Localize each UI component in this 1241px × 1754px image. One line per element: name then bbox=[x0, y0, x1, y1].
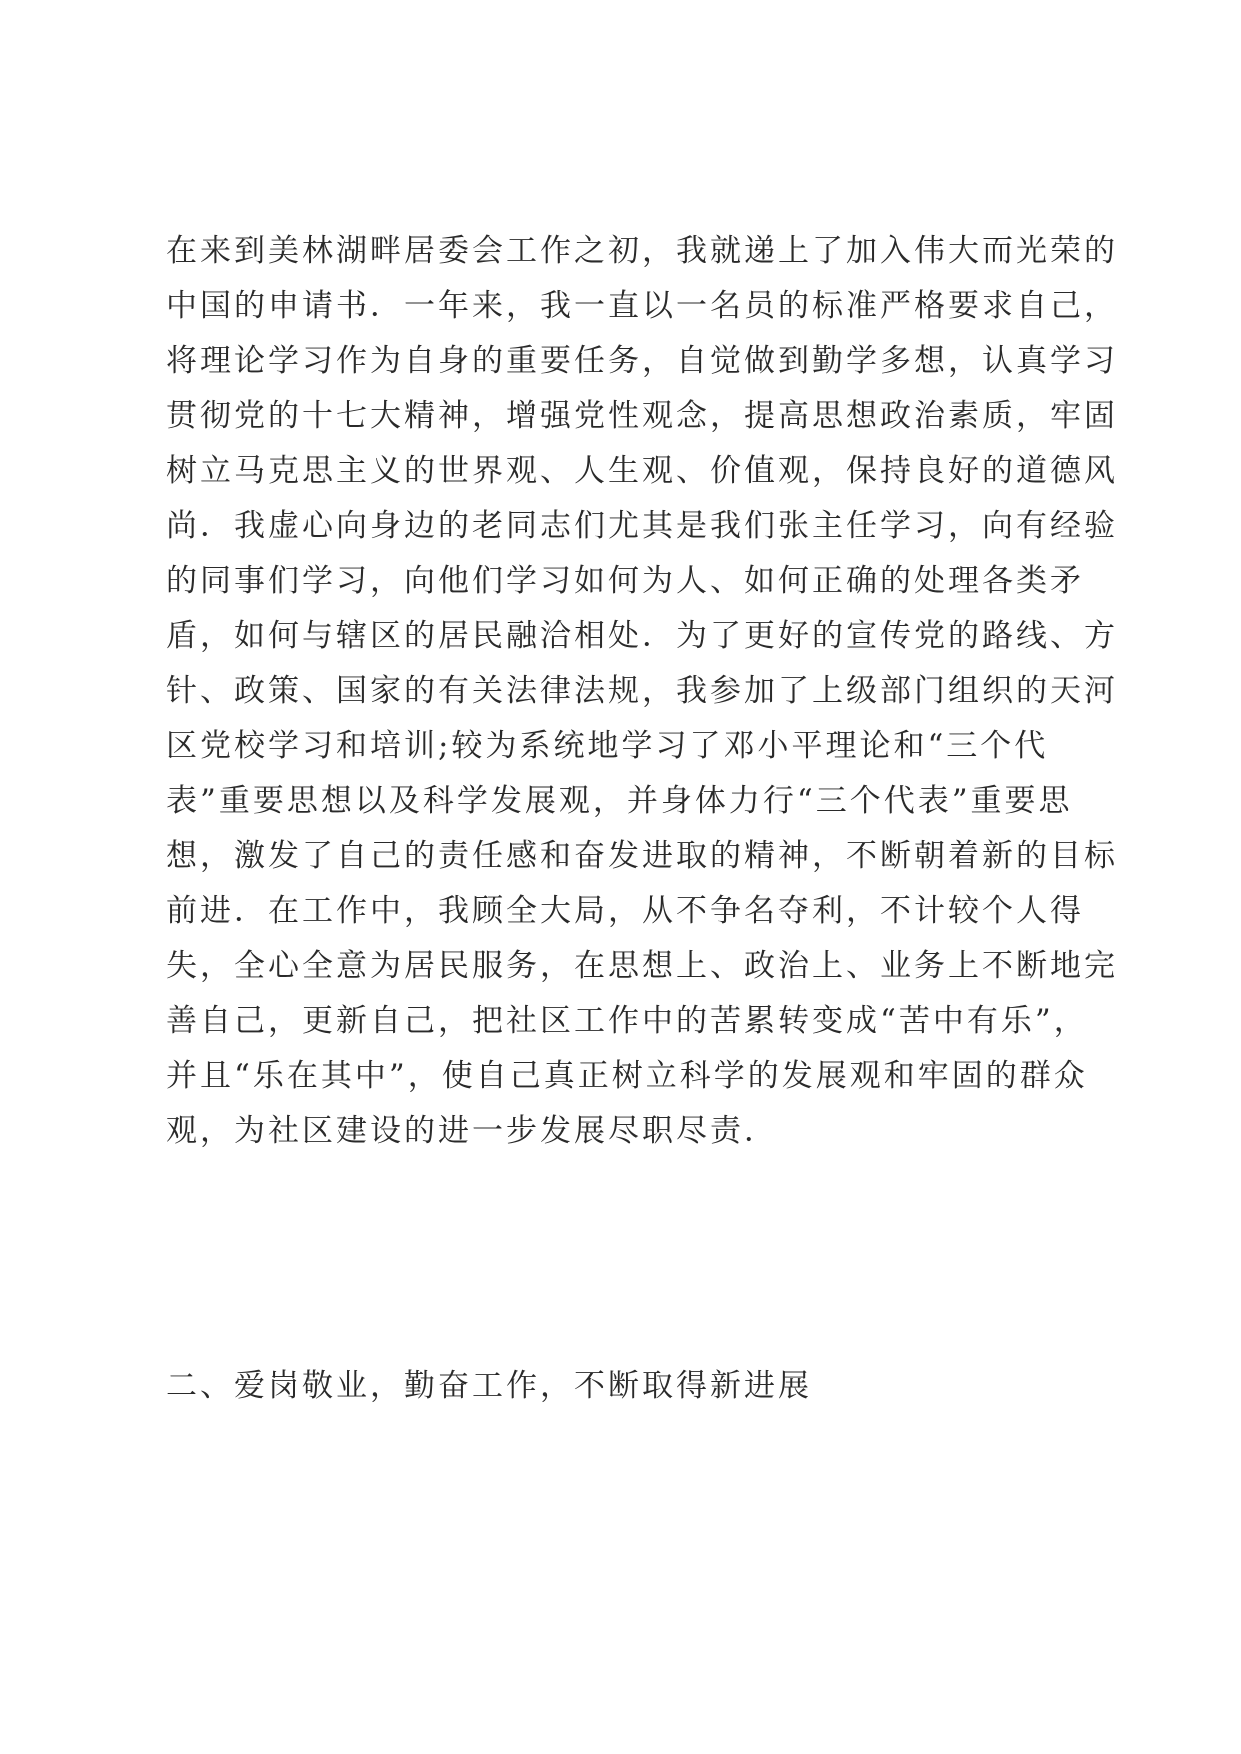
paragraph-line: 前进．在工作中，我顾全大局，从不争名夺利，不计较个人得 bbox=[166, 893, 1084, 929]
paragraph-line: 表”重要思想以及科学发展观，并身体力行“三个代表”重要思 bbox=[166, 783, 1073, 819]
section-heading: 二、爱岗敬业，勤奋工作，不断取得新进展 bbox=[166, 1368, 812, 1404]
paragraph-line: 并且“乐在其中”，使自己真正树立科学的发展观和牢固的群众 bbox=[166, 1058, 1088, 1094]
body-paragraph bbox=[166, 224, 1118, 1159]
paragraph-line: 中国的申请书．一年来，我一直以一名员的标准严格要求自己， bbox=[166, 288, 1118, 324]
paragraph-line: 盾，如何与辖区的居民融洽相处．为了更好的宣传党的路线、方 bbox=[166, 618, 1118, 654]
paragraph-line: 观，为社区建设的进一步发展尽职尽责． bbox=[166, 1113, 778, 1149]
paragraph-line: 的同事们学习，向他们学习如何为人、如何正确的处理各类矛 bbox=[166, 563, 1084, 599]
paragraph-line: 针、政策、国家的有关法律法规，我参加了上级部门组织的天河 bbox=[166, 673, 1118, 709]
paragraph-line: 尚．我虚心向身边的老同志们尤其是我们张主任学习，向有经验 bbox=[166, 508, 1118, 544]
paragraph-line: 在来到美林湖畔居委会工作之初，我就递上了加入伟大而光荣的 bbox=[166, 233, 1118, 269]
paragraph-line: 区党校学习和培训;较为系统地学习了邓小平理论和“三个代 bbox=[166, 728, 1049, 764]
paragraph-line: 树立马克思主义的世界观、人生观、价值观，保持良好的道德风 bbox=[166, 453, 1118, 489]
paragraph-line: 失，全心全意为居民服务，在思想上、政治上、业务上不断地完 bbox=[166, 948, 1118, 984]
paragraph-line: 善自己，更新自己，把社区工作中的苦累转变成“苦中有乐”， bbox=[166, 1003, 1088, 1039]
paragraph-line: 贯彻党的十七大精神，增强党性观念，提高思想政治素质，牢固 bbox=[166, 398, 1118, 434]
paragraph-line: 将理论学习作为自身的重要任务，自觉做到勤学多想，认真学习 bbox=[166, 343, 1118, 379]
paragraph-line: 想，激发了自己的责任感和奋发进取的精神，不断朝着新的目标 bbox=[166, 838, 1118, 874]
